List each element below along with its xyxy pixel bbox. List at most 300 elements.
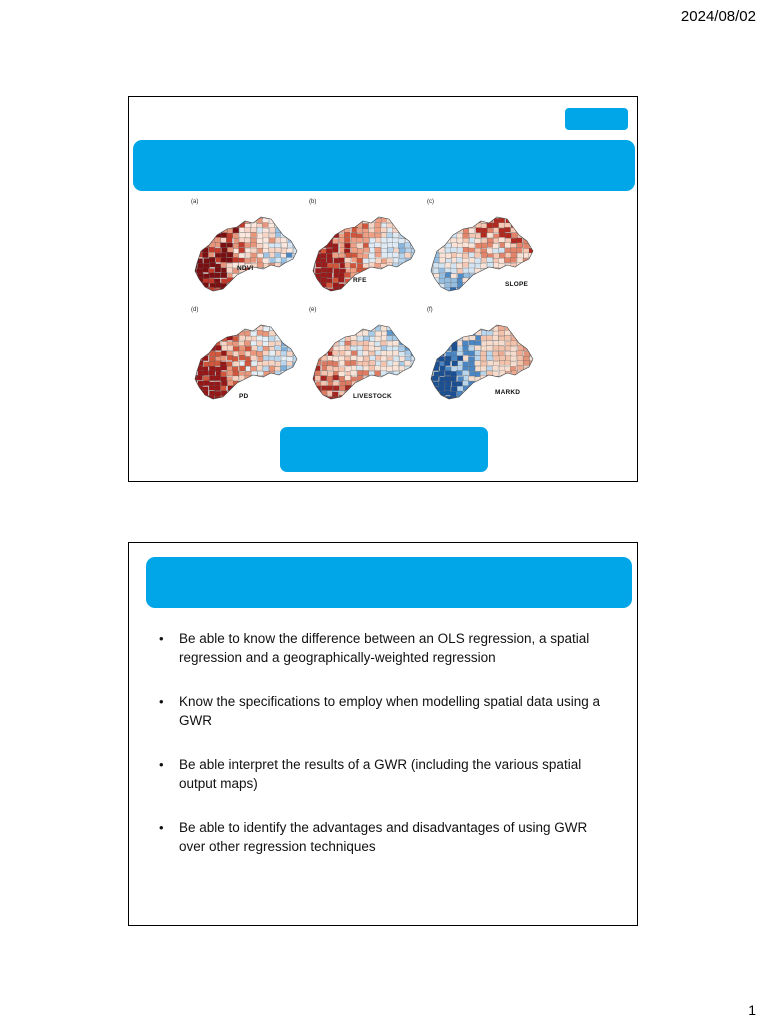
map-district bbox=[475, 233, 481, 238]
map-district bbox=[216, 332, 222, 337]
map-district bbox=[275, 257, 281, 262]
map-district bbox=[456, 400, 462, 405]
map-district bbox=[411, 396, 417, 401]
map-district bbox=[215, 292, 221, 297]
map-district bbox=[426, 282, 432, 287]
map-district bbox=[439, 223, 445, 228]
map-district bbox=[475, 278, 481, 283]
map-district bbox=[308, 288, 314, 293]
map-district bbox=[315, 232, 321, 237]
map-district bbox=[310, 284, 316, 289]
map-district bbox=[387, 267, 393, 272]
map-district bbox=[227, 268, 233, 273]
map-district bbox=[221, 238, 227, 243]
map-district bbox=[399, 248, 405, 253]
map-district bbox=[197, 268, 203, 273]
map-district bbox=[288, 402, 294, 407]
map-district bbox=[451, 346, 457, 351]
map-district bbox=[292, 213, 298, 218]
map-district bbox=[500, 253, 506, 258]
map-district bbox=[439, 242, 445, 247]
map-district bbox=[506, 341, 512, 346]
map-district bbox=[351, 355, 357, 360]
map-district bbox=[499, 248, 505, 253]
map-district bbox=[469, 228, 475, 233]
map-district bbox=[309, 243, 315, 248]
map-district bbox=[387, 288, 393, 293]
map-district bbox=[517, 273, 523, 278]
map-district bbox=[238, 327, 244, 332]
map-district bbox=[351, 218, 357, 223]
map-district bbox=[417, 327, 423, 332]
map-district bbox=[251, 361, 257, 366]
map-district bbox=[480, 381, 486, 386]
map-district bbox=[536, 213, 541, 218]
panel-letter: (c) bbox=[427, 199, 434, 205]
map-district bbox=[209, 232, 215, 237]
map-district bbox=[375, 331, 381, 336]
map-district bbox=[232, 367, 238, 372]
map-district bbox=[357, 400, 363, 405]
map-district bbox=[381, 233, 387, 238]
map-district bbox=[405, 321, 411, 326]
map-district bbox=[387, 238, 393, 243]
map-district bbox=[475, 356, 481, 361]
map-district bbox=[309, 326, 315, 331]
map-district bbox=[529, 361, 535, 366]
map-district bbox=[327, 263, 333, 268]
map-district bbox=[416, 263, 422, 268]
map-district bbox=[406, 228, 412, 233]
map-district bbox=[528, 284, 534, 289]
map-district bbox=[517, 381, 523, 386]
map-district bbox=[358, 213, 364, 218]
map-district bbox=[221, 248, 227, 253]
map-district bbox=[293, 321, 299, 326]
map-district bbox=[363, 351, 369, 356]
map-district bbox=[215, 283, 221, 288]
map-district bbox=[332, 392, 338, 397]
map-district bbox=[345, 263, 351, 268]
map-district bbox=[275, 331, 281, 336]
map-district bbox=[232, 376, 238, 381]
map-district bbox=[417, 376, 423, 381]
map-district bbox=[339, 288, 345, 293]
map-district bbox=[251, 242, 257, 247]
learning-outcomes-list bbox=[155, 629, 615, 881]
map-district bbox=[315, 371, 321, 376]
map-district bbox=[251, 278, 257, 283]
map-district bbox=[227, 252, 233, 257]
map-district bbox=[345, 351, 351, 356]
map-district bbox=[333, 283, 339, 288]
map-district bbox=[405, 253, 411, 258]
bullet-item: • Know the specifications to employ when modelling spatial data using a GWR bbox=[155, 692, 615, 730]
map-district bbox=[370, 337, 376, 342]
map-district bbox=[268, 387, 274, 392]
map-district bbox=[238, 385, 244, 390]
map-district bbox=[357, 283, 363, 288]
panel-letter: (d) bbox=[191, 307, 199, 313]
map-district bbox=[339, 223, 345, 228]
map-district bbox=[481, 258, 487, 263]
map-district bbox=[197, 289, 203, 294]
map-district bbox=[445, 331, 451, 336]
map-district bbox=[523, 336, 529, 341]
map-district bbox=[456, 224, 462, 229]
map-district bbox=[363, 258, 369, 263]
map-district bbox=[535, 361, 541, 366]
map-district bbox=[457, 321, 463, 326]
map-district bbox=[375, 233, 381, 238]
map-district bbox=[411, 278, 417, 283]
map-district bbox=[451, 263, 457, 268]
map-district bbox=[276, 385, 282, 390]
map-district bbox=[234, 278, 240, 283]
map-district bbox=[381, 227, 387, 232]
map-district bbox=[505, 213, 511, 218]
map-district bbox=[388, 376, 394, 381]
map-district bbox=[214, 322, 220, 327]
map-district bbox=[468, 346, 474, 351]
map-district bbox=[257, 248, 263, 253]
map-district bbox=[393, 351, 399, 356]
map-district bbox=[209, 351, 215, 356]
map-district bbox=[274, 346, 280, 351]
map-district bbox=[387, 321, 393, 326]
map-district bbox=[499, 340, 505, 345]
map-district bbox=[191, 392, 197, 397]
map-district bbox=[476, 381, 482, 386]
map-district bbox=[275, 253, 281, 258]
map-district bbox=[351, 386, 357, 391]
map-district bbox=[433, 376, 439, 381]
map-panel bbox=[305, 307, 423, 411]
map-district bbox=[523, 244, 529, 249]
map-district bbox=[321, 293, 327, 298]
map-district bbox=[293, 283, 299, 288]
map-district bbox=[374, 242, 380, 247]
map-district bbox=[445, 356, 451, 361]
map-district bbox=[227, 327, 233, 332]
map-district bbox=[327, 372, 333, 377]
map-district bbox=[282, 293, 288, 298]
map-district bbox=[321, 402, 327, 407]
map-district bbox=[275, 282, 281, 287]
map-district bbox=[416, 247, 422, 252]
map-district bbox=[404, 396, 410, 401]
map-district bbox=[475, 293, 481, 298]
map-district bbox=[417, 258, 423, 263]
map-district bbox=[523, 361, 529, 366]
map-district bbox=[399, 386, 405, 391]
map-district bbox=[263, 273, 269, 278]
map-district bbox=[433, 350, 439, 355]
map-district bbox=[399, 332, 405, 337]
map-district bbox=[251, 253, 257, 258]
map-district bbox=[381, 402, 387, 407]
map-district bbox=[215, 223, 221, 228]
map-district bbox=[244, 258, 250, 263]
map-district bbox=[434, 213, 440, 218]
map-district bbox=[451, 371, 457, 376]
map-district bbox=[457, 269, 463, 274]
map-district bbox=[244, 238, 250, 243]
map-district bbox=[221, 321, 227, 326]
map-district bbox=[381, 283, 387, 288]
map-district bbox=[269, 253, 275, 258]
map-district bbox=[427, 341, 433, 346]
map-district bbox=[268, 341, 274, 346]
map-district bbox=[388, 248, 394, 253]
map-district bbox=[523, 376, 529, 381]
map-district bbox=[221, 253, 227, 258]
map-district bbox=[293, 331, 299, 336]
slide-2 bbox=[128, 542, 638, 926]
map-district bbox=[427, 391, 433, 396]
map-district bbox=[357, 370, 363, 375]
map-district bbox=[356, 228, 362, 233]
map-district bbox=[412, 326, 418, 331]
map-district bbox=[203, 341, 209, 346]
map-district bbox=[203, 294, 209, 299]
map-district bbox=[474, 361, 480, 366]
map-district bbox=[499, 370, 505, 375]
map-district bbox=[524, 263, 530, 268]
map-district bbox=[523, 213, 529, 218]
map-district bbox=[244, 243, 250, 248]
map-district bbox=[287, 376, 293, 381]
map-district bbox=[505, 268, 511, 273]
map-district bbox=[427, 381, 433, 386]
map-district bbox=[363, 288, 369, 293]
map-district bbox=[222, 346, 228, 351]
map-district bbox=[398, 243, 404, 248]
map-district bbox=[315, 346, 321, 351]
map-district bbox=[516, 248, 522, 253]
map-district bbox=[404, 223, 410, 228]
map-district bbox=[208, 278, 214, 283]
map-district bbox=[251, 386, 257, 391]
map-district bbox=[393, 366, 399, 371]
map-district bbox=[257, 386, 263, 391]
map-district bbox=[363, 330, 369, 335]
map-district bbox=[456, 263, 462, 268]
map-district bbox=[480, 351, 486, 356]
map-district bbox=[536, 355, 541, 360]
map-district bbox=[287, 277, 293, 282]
map-district bbox=[333, 212, 339, 217]
map-district bbox=[487, 341, 493, 346]
map-district bbox=[387, 360, 393, 365]
map-district bbox=[287, 371, 293, 376]
map-district bbox=[351, 326, 357, 331]
map-district bbox=[511, 238, 517, 243]
map-district bbox=[314, 341, 320, 346]
map-district bbox=[286, 288, 292, 293]
map-district bbox=[411, 371, 417, 376]
map-district bbox=[333, 375, 339, 380]
map-district bbox=[233, 351, 239, 356]
map-district bbox=[363, 247, 369, 252]
map-district bbox=[269, 243, 275, 248]
map-district bbox=[293, 272, 299, 277]
map-district bbox=[314, 228, 320, 233]
map-district bbox=[239, 346, 245, 351]
map-district bbox=[536, 382, 541, 387]
map-district bbox=[452, 321, 458, 326]
map-district bbox=[417, 391, 423, 396]
map-district bbox=[427, 361, 433, 366]
map-district bbox=[480, 273, 486, 278]
map-district bbox=[321, 253, 327, 258]
map-district bbox=[281, 376, 287, 381]
map-district bbox=[405, 381, 411, 386]
map-district bbox=[380, 273, 386, 278]
map-district bbox=[463, 273, 469, 278]
page-number: 1 bbox=[748, 1002, 756, 1018]
map-district bbox=[439, 278, 445, 283]
map-district bbox=[298, 326, 304, 331]
map-district bbox=[426, 357, 432, 362]
map-district bbox=[463, 283, 469, 288]
map-district bbox=[356, 243, 362, 248]
map-district bbox=[487, 279, 493, 284]
map-district bbox=[263, 326, 269, 331]
map-label: NDVI bbox=[237, 265, 254, 272]
map-district bbox=[339, 292, 345, 297]
map-district bbox=[451, 223, 457, 228]
map-district bbox=[375, 252, 381, 257]
map-district bbox=[251, 248, 257, 253]
slide-1-title-bar bbox=[133, 140, 635, 191]
map-district bbox=[510, 356, 516, 361]
map-district bbox=[404, 268, 410, 273]
map-district bbox=[517, 218, 523, 223]
map-district bbox=[410, 243, 416, 248]
map-district bbox=[499, 293, 505, 298]
map-district bbox=[405, 400, 411, 405]
map-district bbox=[293, 377, 299, 382]
map-district bbox=[469, 213, 475, 218]
map-district bbox=[315, 212, 321, 217]
map-district bbox=[210, 262, 216, 267]
map-district bbox=[382, 376, 388, 381]
map-district bbox=[315, 238, 321, 243]
map-district bbox=[411, 213, 417, 218]
map-district bbox=[469, 244, 475, 249]
map-district bbox=[469, 252, 475, 257]
map-district bbox=[287, 218, 293, 223]
map-district bbox=[535, 370, 541, 375]
map-district bbox=[481, 331, 487, 336]
map-district bbox=[417, 371, 423, 376]
map-district bbox=[245, 346, 251, 351]
map-district bbox=[487, 283, 493, 288]
map-district bbox=[281, 326, 287, 331]
map-district bbox=[393, 233, 399, 238]
map-district bbox=[499, 228, 505, 233]
map-district bbox=[281, 385, 287, 390]
map-district bbox=[191, 228, 197, 233]
map-district bbox=[209, 213, 215, 218]
map-district bbox=[233, 244, 239, 249]
map-district bbox=[190, 248, 196, 253]
map-district bbox=[239, 288, 245, 293]
map-district bbox=[487, 223, 493, 228]
map-district bbox=[382, 243, 388, 248]
map-district bbox=[469, 366, 475, 371]
map-district bbox=[376, 355, 382, 360]
map-district bbox=[399, 213, 405, 218]
map-district bbox=[351, 292, 357, 297]
map-district bbox=[376, 401, 382, 406]
map-district bbox=[339, 381, 345, 386]
map-district bbox=[257, 336, 263, 341]
map-district bbox=[191, 289, 197, 294]
map-district bbox=[457, 386, 463, 391]
map-district bbox=[446, 218, 452, 223]
map-district bbox=[281, 400, 287, 405]
map-district bbox=[257, 381, 263, 386]
map-district bbox=[239, 223, 245, 228]
map-district bbox=[309, 238, 315, 243]
map-district bbox=[440, 330, 446, 335]
map-district bbox=[393, 268, 399, 273]
map-district bbox=[427, 336, 433, 341]
map-district bbox=[439, 237, 445, 242]
map-district bbox=[321, 326, 327, 331]
map-district bbox=[488, 288, 494, 293]
map-district bbox=[339, 326, 345, 331]
map-district bbox=[475, 401, 481, 406]
map-district bbox=[439, 232, 445, 237]
map-district bbox=[338, 273, 344, 278]
map-district bbox=[535, 395, 541, 400]
map-district bbox=[293, 233, 299, 238]
map-district bbox=[493, 223, 499, 228]
map-district bbox=[351, 335, 357, 340]
map-district bbox=[529, 381, 535, 386]
map-district bbox=[470, 401, 476, 406]
map-district bbox=[257, 234, 263, 239]
map-district bbox=[321, 341, 327, 346]
map-district bbox=[257, 238, 263, 243]
map-district bbox=[517, 228, 523, 233]
map-district bbox=[315, 268, 321, 273]
map-district bbox=[464, 396, 470, 401]
map-district bbox=[375, 288, 381, 293]
map-district bbox=[393, 289, 399, 294]
map-district bbox=[439, 401, 445, 406]
map-district bbox=[445, 325, 451, 330]
map-district bbox=[529, 321, 535, 326]
map-district bbox=[197, 213, 203, 218]
map-district bbox=[487, 335, 493, 340]
map-district bbox=[227, 293, 233, 298]
map-district bbox=[493, 249, 499, 254]
map-district bbox=[439, 263, 445, 268]
map-district bbox=[220, 386, 226, 391]
map-district bbox=[321, 227, 327, 232]
map-district bbox=[263, 361, 269, 366]
map-district bbox=[203, 267, 209, 272]
map-district bbox=[494, 273, 500, 278]
map-district bbox=[309, 248, 315, 253]
map-district bbox=[375, 247, 381, 252]
map-district bbox=[339, 395, 345, 400]
map-district bbox=[504, 402, 510, 407]
